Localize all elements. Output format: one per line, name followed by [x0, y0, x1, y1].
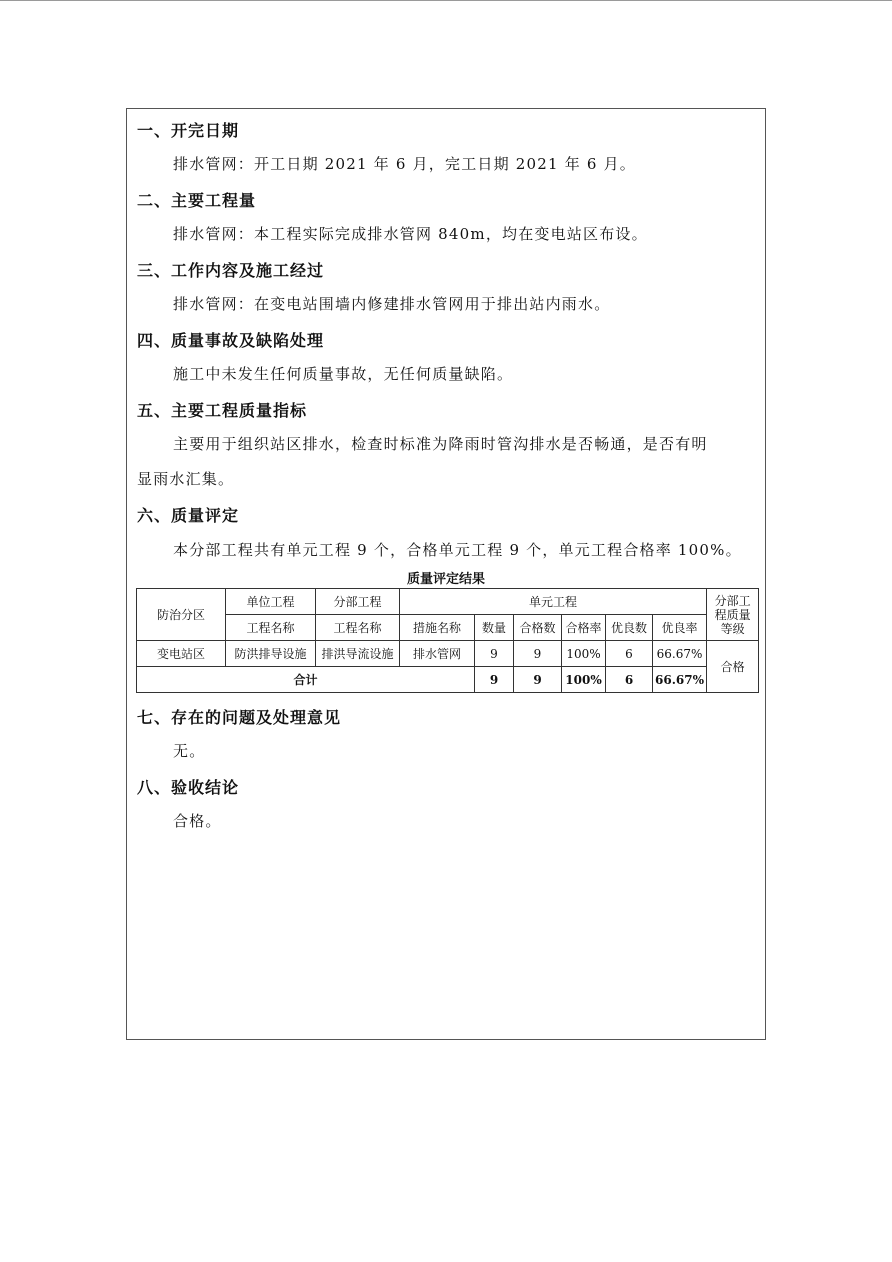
total-pass-rate: 100% — [562, 667, 606, 693]
header-count: 数量 — [475, 615, 514, 641]
table-row — [137, 641, 759, 667]
section-text-quality-indicators-line1: 主要用于组织站区排水，检查时标准为降雨时管沟排水是否畅通，是否有明 — [173, 435, 708, 453]
header-sub-project: 分部工程 — [316, 589, 400, 615]
header-project-name: 工程名称 — [226, 615, 316, 641]
document-frame — [126, 108, 766, 1040]
section-heading-quality-assessment: 六、质量评定 — [137, 506, 240, 525]
header-grade-line-1: 分部工 — [714, 593, 751, 608]
section-text-main-quantities: 排水管网：本工程实际完成排水管网 840m，均在变电站区布设。 — [173, 225, 648, 243]
section-text-quality-indicators-line2: 显雨水汇集。 — [137, 470, 235, 488]
header-zone: 防治分区 — [137, 589, 226, 641]
cell-excellent-count: 6 — [606, 641, 653, 667]
section-text-conclusion: 合格。 — [173, 812, 222, 830]
cell-sub-project: 排洪导流设施 — [316, 641, 400, 667]
section-heading-issues: 七、存在的问题及处理意见 — [137, 708, 342, 727]
total-label: 合计 — [137, 667, 475, 693]
section-text-work-content: 排水管网：在变电站围墙内修建排水管网用于排出站内雨水。 — [173, 295, 611, 313]
cell-grade: 合格 — [707, 641, 759, 693]
header-grade-line-3: 等级 — [720, 621, 745, 636]
total-excellent-count: 6 — [606, 667, 653, 693]
table-total-row — [137, 667, 759, 693]
section-heading-start-end-date: 一、开完日期 — [137, 121, 240, 140]
header-sub-name: 工程名称 — [316, 615, 400, 641]
section-text-quality-incidents: 施工中未发生任何质量事故，无任何质量缺陷。 — [173, 365, 514, 383]
header-grade — [707, 589, 759, 641]
page-top-border — [0, 0, 892, 1]
cell-excellent-rate: 66.67% — [653, 641, 707, 667]
cell-measure: 排水管网 — [400, 641, 475, 667]
header-measure-name: 措施名称 — [400, 615, 475, 641]
cell-unit-project: 防洪排导设施 — [226, 641, 316, 667]
total-excellent-rate: 66.67% — [653, 667, 707, 693]
section-heading-quality-incidents: 四、质量事故及缺陷处理 — [137, 331, 325, 350]
header-excellent-count: 优良数 — [606, 615, 653, 641]
section-heading-work-content: 三、工作内容及施工经过 — [137, 261, 325, 280]
header-unit-project: 单位工程 — [226, 589, 316, 615]
total-count: 9 — [475, 667, 514, 693]
header-element-project: 单元工程 — [400, 589, 707, 615]
cell-pass-rate: 100% — [562, 641, 606, 667]
total-pass-count: 9 — [514, 667, 562, 693]
table-header-row-2 — [137, 615, 759, 641]
section-text-quality-assessment: 本分部工程共有单元工程 9 个，合格单元工程 9 个，单元工程合格率 100%。 — [173, 541, 742, 559]
cell-zone: 变电站区 — [137, 641, 226, 667]
header-grade-line-2: 程质量 — [714, 607, 751, 622]
section-heading-quality-indicators: 五、主要工程质量指标 — [137, 401, 308, 420]
section-text-start-end-date: 排水管网：开工日期 2021 年 6 月，完工日期 2021 年 6 月。 — [173, 155, 636, 173]
header-pass-rate: 合格率 — [562, 615, 606, 641]
header-pass-count: 合格数 — [514, 615, 562, 641]
cell-count: 9 — [475, 641, 514, 667]
cell-pass-count: 9 — [514, 641, 562, 667]
section-text-issues: 无。 — [173, 742, 206, 760]
section-heading-main-quantities: 二、主要工程量 — [137, 191, 257, 210]
header-excellent-rate: 优良率 — [653, 615, 707, 641]
section-heading-conclusion: 八、验收结论 — [137, 778, 240, 797]
quality-assessment-table — [136, 588, 759, 693]
table-header-row-1 — [137, 589, 759, 615]
table-caption: 质量评定结果 — [406, 572, 485, 587]
